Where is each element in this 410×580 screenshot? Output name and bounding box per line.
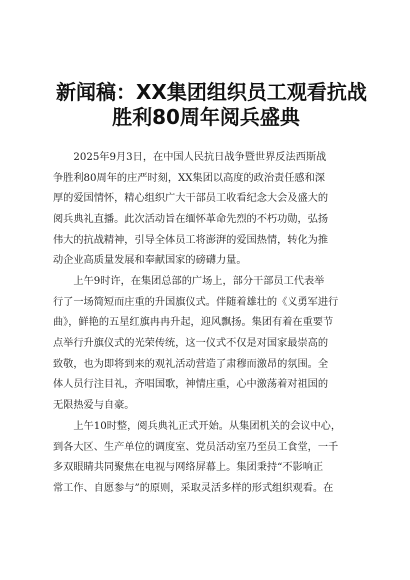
paragraph-line: 伟大的抗战精神，引导全体员工将澎湃的爱国热情，转化为推 (53, 234, 329, 246)
paragraph-line: 上午10时整，阅兵典礼正式开始。从集团机关的会议中心， (53, 421, 342, 432)
paragraph-line: 多双眼睛共同聚焦在电视与网络屏幕上。集团秉持“不影响正 (53, 462, 324, 474)
paragraph-line: 体人员行注目礼，齐唱国歌，神情庄重，心中激荡着对祖国的 (53, 379, 329, 391)
paragraph-line: 动企业高质量发展和奉献国家的磅礴力量。 (53, 255, 247, 267)
paragraph-line: 厚的爱国情怀，精心组织广大干部员工收看纪念大会及盛大的 (53, 193, 329, 205)
paragraph-line: 上午9时许，在集团总部的广场上，部分干部员工代表举 (53, 276, 325, 287)
paragraph-line: 2025年9月3日，在中国人民抗日战争暨世界反法西斯战 (53, 152, 327, 163)
paragraph-line: 曲》，鲜艳的五星红旗冉冉升起，迎风飘扬。集团有着在重要节 (53, 317, 334, 329)
paragraph-line: 争胜利80周年的庄严时刻，XX集团以高度的政治责任感和深 (53, 172, 325, 184)
paragraph-line: 阅兵典礼直播。此次活动旨在缅怀革命先烈的不朽功勋，弘扬 (53, 214, 329, 226)
paragraph-2 (53, 272, 373, 417)
paragraph-line: 点举行升旗仪式的光荣传统，这一仪式不仅是对国家最崇高的 (53, 338, 329, 350)
paragraph-line: 到各大区、生产单位的调度室、党员活动室乃至员工食堂，一千 (53, 441, 339, 453)
paragraph-line: 行了一场简短而庄重的升国旗仪式。伴随着雄壮的《义勇军进行 (53, 296, 339, 308)
paragraph-line: 无限热爱与自豪。 (53, 400, 135, 412)
paragraph-1 (53, 148, 373, 272)
document-title-line-2: 胜利80周年阅兵盛典 (112, 105, 300, 129)
paragraph-3 (53, 417, 373, 500)
paragraph-line: 常工作、自愿参与”的原则，采取灵活多样的形式组织观看。在 (53, 483, 334, 495)
paragraph-line: 致敬，也为即将到来的观礼活动营造了肃穆而激昂的氛围。全 (53, 358, 329, 370)
document-title-line-1: 新闻稿：XX集团组织员工观看抗战 (56, 80, 367, 104)
